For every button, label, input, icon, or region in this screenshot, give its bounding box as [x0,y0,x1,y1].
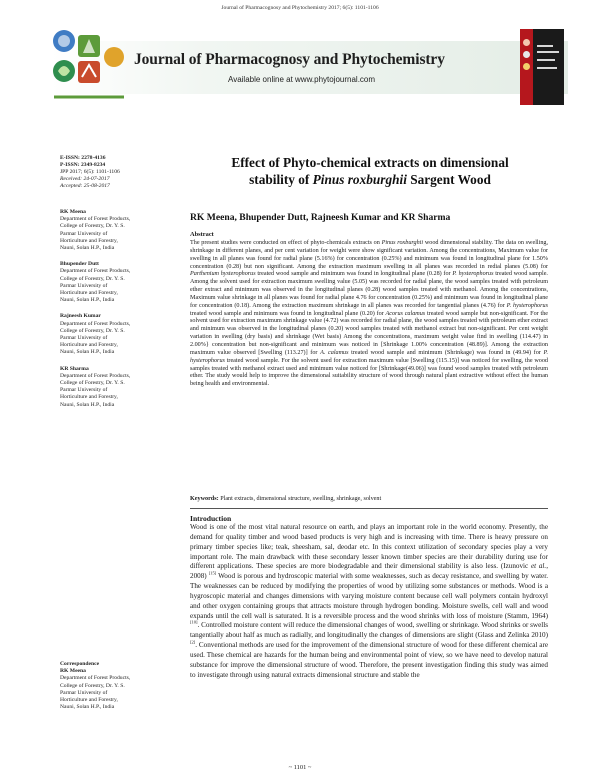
affiliation-block [60,209,170,252]
affiliation-author-name: Rajneesh Kumar [60,313,101,320]
affiliation-line: Parmar University of [60,335,108,342]
affiliation-line: Horticulture and Forestry, [60,290,118,297]
correspondence-name: RK Meena [60,668,86,675]
affiliation-line: Horticulture and Forestry, [60,237,118,244]
keywords [190,496,548,502]
affiliation-line: Parmar University of [60,387,108,394]
affiliation-line: College of Forestry, Dr. Y. S. [60,327,125,334]
correspondence-block [60,661,170,711]
affiliation-line: Nauni, Solan H.P., India [60,297,115,304]
affiliation-author-name: RK Meena [60,209,86,215]
affiliation-line: College of Forestry, Dr. Y. S. [60,380,125,387]
affiliation-line: Parmar University of [60,230,108,237]
affiliation-author-name: KR Sharma [60,365,89,372]
cover-logo-icon [523,39,530,46]
correspondence-line: Parmar University of [60,689,108,696]
affiliation-line: College of Forestry, Dr. Y. S. [60,223,125,230]
affiliation-line: Department of Forest Products, [60,268,131,275]
correspondence-line: Horticulture and Forestry, [60,697,118,704]
jpp-issue: JPP 2017; 6(5): 1101-1106 [60,169,120,175]
affiliation-line: Parmar University of [60,282,108,289]
introduction-text: Wood is one of the most vital natural resource on earth, and plays an important role in the world economy. Presently, the demand for quality timber and wood based products is very high and is increasing with time. There is heavy pressure on primary timber species like; teak, sheesham, sal, deodar etc. In this context utilization of secondary species play a very important role. The main drawback with these secondary lesser known timber species are their durability during use for different applications. These species are more biodegradable and their dimensional stability is also less. (Izunovic et al., 2008) [15] Wood is porous and hydroscopic material with some weaknesses, such as decay resistance, and swelling by water. The weaknesses can be reduced by modifying the properties of wood by utilizing some substances or methods. Wood is a hygroscopic material and changes dimensions with varying moisture content because cell wall polymers contain hydroxyl and other oxygen containing groups that attracts moisture through hydrogen bonding. Moisture swells, cell wall and wood expands until the cell wall is saturated. It is a reversible process and the wood shrinks with loss of moisture (Stamm, 1964) [10]. Controlled moisture content will reduce the dimensional changes of wood, swelling or shrinkage. Wood shrinks or swells tangentially about half as much as radially, and longitudinally the changes of dimensions are slight (Glass and Zelinka 2010) [2]. Conventional methods are used for the improvement of the dimensional structure of wood for these different chemical are used. These chemical are hazards for the human being and environmental point of view, so we have need to develop natural substance for improve the dimensional structure of wood. Therefore, the present investigation finding this study was aimed to investigate through using natural extracts dimensional structure and stable the [190,523,549,679]
abstract-heading: Abstract [190,231,214,238]
article-title [190,155,550,188]
cover-text-line [537,67,557,69]
cover-logo-icon [523,63,530,70]
affiliation-line: Department of Forest Products, [60,372,131,379]
journal-cover-thumbnail [520,29,564,105]
affiliation-line: Horticulture and Forestry, [60,342,118,349]
cover-text-line [537,51,559,53]
journal-logo-icon [50,27,128,107]
article-title-line2: stability of Pinus roxburghii Sargent Wood [249,171,491,187]
correspondence-label: Correspondence [60,661,100,667]
page-number: ~ 1101 ~ [288,764,312,771]
keywords-text: Plant extracts, dimensional structure, swelling, shrinkage, solvent [218,496,382,502]
section-divider [190,508,548,509]
eissn: E-ISSN: 2278-4136 [60,155,106,161]
journal-url[interactable]: Available online at www.phytojournal.com [228,75,376,84]
journal-title: Journal of Pharmacognosy and Phytochemistry [134,51,445,68]
correspondence-line: College of Forestry, Dr. Y. S. [60,682,125,689]
affiliation-line: Nauni, Solan H.P., India [60,245,115,252]
pissn: P-ISSN: 2349-8234 [60,162,106,168]
cover-logo-icon [523,51,530,58]
journal-header-line: Journal of Pharmacognosy and Phytochemistry 2017; 6(5): 1101-1106 [221,5,379,11]
affiliation-line: Nauni, Solan H.P., India [60,401,115,408]
cover-text-line [537,59,555,61]
affiliation-block [60,366,170,409]
abstract-text: The present studies were conducted on effect of phyto-chemicals extracts on Pinus roxburghii wood dimensional stability. The data on swelling, shrinkage in different planes, and per cent variation for weight were show significant variation. Among the concentrations, Maximum value for swelling in all planes was found for radial plane (5.16%) for concentration (0.25%) and minimum was found in longitudinal plane for 1.50% concentration (0.28) but non significant. Among the extraction maximum swelling in all planes was recorded in redial planes (5.08) for Parthenium hysterophorus treated wood sample and minimum was found in longitudinal plane (0.28) for P. hysterophorus treated wood sample. Among the solvent used for extraction maximum swelling value (5.05) was recorded for radial plane, the wood samples treated with petroleum ether extract and minimum was observed in the longitudinal planes (0.28) wood samples treated with methanol. Among the concentrations, Maximum value shrinkage in all planes was found for radial plane 4.76 for concentration (0.25%) and minimum was found in longitudinal plane for concentration (0.18). Among the extraction maximum shrinkage in all planes was recorded for tangential planes (4.76) for P. hysterophorus treated wood sample and minimum was found in longitudinal plane (0.20) for Acorus calamus treated wood sample but non-significant. For the solvent used for extraction maximum shrinkage value (4.72) was recorded for radial plane, the wood samples treated with petroleum ether extract and minimum was observed in the longitudinal planes (0.20) wood samples treated with methanol extract but non-significant. Per cent weight variation in swelling (dry basis) and shrinkage (Wet basis) Among the concentrations, maximum weight value find in swelling (114.47) in 2.00%} concentration but non-significant and minimum was noticed in [Shrinkage 1.00% concentration (48.89)]. Among the extraction maximum value observed [Swelling (113.27)] for A. calamus treated wood sample and minimum (Shrinkage) was found in (49.94) for P. hysterophorus treated wood sample. For the solvent used for extraction maximum value [Swelling (115.15)] was noticed for swelling, the wood samples treated with methanol extract used and minimum value noticed for [Shrinkage(49.06)] was found wood samples treated with petroleum ether. The study would help to improve the dimensional suitability structure of wood through natural plant extractive without effect the human being health and environmental. [190,240,549,388]
journal-banner [50,27,568,107]
affiliation-line: Horticulture and Forestry, [60,394,118,401]
affiliation-block [60,261,170,304]
correspondence-line: Nauni, Solan H.P., India [60,704,115,711]
affiliation-line: Nauni, Solan H.P., India [60,349,115,356]
affiliation-line: College of Forestry, Dr. Y. S. [60,275,125,282]
affiliation-line: Department of Forest Products, [60,216,131,223]
correspondence-line: Department of Forest Products, [60,675,131,682]
article-title-line1: Effect of Phyto-chemical extracts on dimensional [231,155,509,170]
affiliation-block [60,313,170,356]
article-meta [60,155,170,190]
introduction-heading: Introduction [190,514,232,523]
keywords-label: Keywords: [190,496,219,502]
author-affiliations [60,209,170,418]
received-date: Received: 24-07-2017 [60,176,110,182]
affiliation-line: Department of Forest Products, [60,320,131,327]
accepted-date: Accepted: 25-08-2017 [60,183,110,189]
affiliation-author-name: Bhupender Dutt [60,261,99,268]
cover-text-line [537,45,553,47]
article-authors: RK Meena, Bhupender Dutt, Rajneesh Kumar and KR Sharma [190,212,451,223]
